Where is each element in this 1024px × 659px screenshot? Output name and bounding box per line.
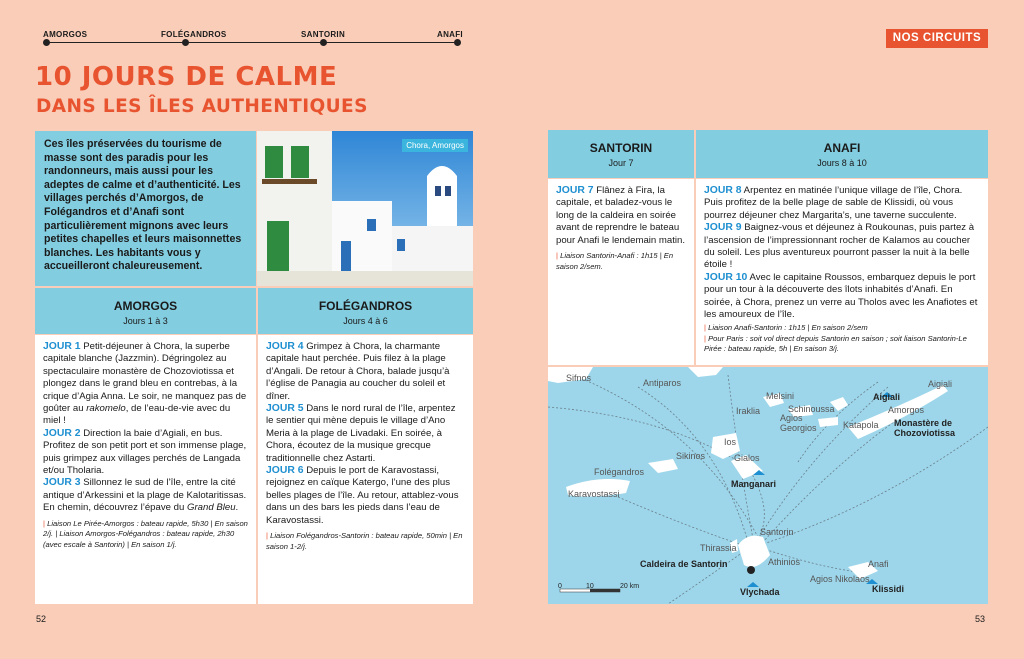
photo-illustration (257, 131, 473, 286)
day-10-label: JOUR 10 (704, 271, 748, 283)
anafi-transport-note-1: | Liaison Anafi-Santorin : 1h15 | En saison 2/sem (704, 323, 868, 333)
day-4-text (266, 341, 465, 403)
day-5-body: Dans le nord rural de l’île, arpentez le sentier qui mène depuis le village d’Ano Meria à la plage de Livadaki. En soirée, à Chora, écoutez de la musique grecque traditionnelle chez Astarti. (266, 403, 456, 464)
day-6-body: Depuis le port de Karavostassi, rejoignez en caïque Katergo, l’une des plus belles plages de l’île. Au retour, attablez-vous dans un des bars les pieds dans l’eau de Karavostassi. (266, 465, 459, 526)
day-9-label: JOUR 9 (704, 222, 742, 234)
day-9-body: Baignez-vous et déjeunez à Roukounas, puis partez à l’ascension de l’impressionnant rocher de Kalamos au coucher du soleil. Les plus aventureux pourront passer la nuit à la belle étoile ! (704, 222, 975, 271)
route-timeline (43, 30, 461, 50)
day-3-em: Grand Bleu (187, 502, 236, 514)
anafi-header (696, 130, 988, 178)
timeline-stop-amorgos: AMORGOS (43, 30, 88, 39)
cyclades-map (548, 367, 988, 604)
amorgos-note-text: Liaison Le Pirée-Amorgos : bateau rapide, 5h30 | En saison 2/j. | Liaison Amorgos-Folégandros : bateau rapide, 2h30 (avec escale à Santorin) | En saison 1/j. (43, 518, 248, 549)
map-label-karavostassi: Karavostassi (568, 489, 620, 499)
day-8-label: JOUR 8 (704, 185, 742, 196)
anafi-title: ANAFI (823, 141, 861, 155)
folegandros-title: FOLÉGANDROS (318, 299, 413, 313)
amorgos-header (35, 288, 256, 334)
santorin-transport-note: | Liaison Santorin-Anafi : 1h15 | En saison 2/sem. (556, 251, 674, 271)
day-3-label: JOUR 3 (43, 477, 81, 489)
santorin-title: SANTORIN (589, 141, 653, 155)
day-1-label: JOUR 1 (43, 341, 81, 352)
map-label-thirassia: Thirassia (700, 543, 737, 553)
timeline-dot (182, 39, 189, 46)
day-2-text (43, 428, 248, 478)
folegandros-header (258, 288, 473, 334)
day-3-text (43, 477, 248, 514)
intro-text: Ces îles préservées du tourisme de masse sont des paradis pour les randonneurs, mais aussi pour les adeptes de calme et d’authenticité. Les villages perchés d’Amorgos, de Folégandros et d’Anafi sont particulièrement mignons avec leurs petites chapelles et leurs maisonnettes blanches. Les habitants vous y accueilleront chaleureusement. (44, 138, 242, 273)
day-10-body: Avec le capitaine Roussos, embarquez depuis le port pour un tour à la découverte des îlots inhabités d’Anafi. En soirée, à Chora, prenez un verre au Tholos avec les Anafiotes et les amoureux de l’île. (704, 271, 978, 321)
map-label-sifnos: Sifnos (566, 373, 592, 383)
anafi-days: Jours 8 à 10 (817, 158, 867, 168)
map-label-monastery-line1: Monastère de (894, 418, 953, 428)
santorin-header (548, 130, 694, 178)
map-label-amorgos: Amorgos (888, 405, 925, 415)
santorin-column (548, 179, 694, 365)
map-label-caldeira: Caldeira de Santorin (640, 559, 728, 569)
timeline-line (47, 42, 457, 43)
map-label-ios: Ios (724, 437, 737, 447)
day-1-body: Petit-déjeuner à Chora, la superbe capitale blanche (Jazzmin). Dégringolez au spectaculaire monastère de Chozoviotissa et plongez dans le grand bleu en contrebas, à la crique d’Agia Anna. Le soir, ne manquez pas de goûter au (43, 341, 247, 415)
folegandros-column (258, 335, 473, 604)
photo-chora-amorgos (257, 131, 473, 286)
map-label-georgios: Georgios (780, 423, 817, 433)
page-number-right: 53 (975, 614, 986, 624)
scale-label-20: 20 km (620, 583, 640, 590)
amorgos-column (35, 335, 256, 604)
map-label-agios-nikolaos: Agios Nikolaos (810, 574, 870, 584)
day-8-text (704, 185, 980, 222)
day-1-em: rakomelo (86, 403, 126, 415)
day-2-body: Direction la baie d’Agiali, en bus. Profitez de son petit port et son immense plage, puis grimpez aux villages perchés de Langada et/ou Tholaria. (43, 427, 247, 477)
anafi-column (696, 179, 988, 365)
day-4-label: JOUR 4 (266, 341, 304, 352)
folegandros-note-text: Liaison Folégandros-Santorin : bateau rapide, 50min | En saison 1-2/j. (266, 531, 463, 551)
timeline-dot (320, 39, 327, 46)
timeline-dot (454, 39, 461, 46)
folegandros-transport-note: | Liaison Folégandros-Santorin : bateau rapide, 50min | En saison 1-2/j. (266, 531, 463, 551)
map-label-athinios: Athinios (768, 557, 801, 567)
day-3-end: . (235, 502, 239, 514)
map-label-vlychada: Vlychada (740, 587, 780, 597)
section-badge: NOS CIRCUITS (886, 29, 988, 48)
timeline-stop-folegandros: FOLÉGANDROS (161, 30, 227, 39)
timeline-stop-santorin: SANTORIN (301, 30, 346, 39)
map-label-monastery-line2: Chozoviotissa (894, 428, 956, 438)
map-label-manganari: Manganari (731, 479, 777, 489)
map-label-iraklia: Iraklia (736, 406, 761, 416)
scale-label-0: 0 (558, 583, 562, 590)
intro-box (35, 131, 256, 286)
scale-label-10: 10 (586, 583, 594, 590)
map-label-santorin: Santorin (760, 527, 794, 537)
map-label-klissidi: Klissidi (872, 584, 905, 594)
day-2-label: JOUR 2 (43, 427, 81, 439)
day-1-text (43, 341, 248, 428)
timeline-dot (43, 39, 50, 46)
map-label-agios: Agios (780, 413, 803, 423)
santorin-note-text: Liaison Santorin-Anafi : 1h15 | En saison 2/sem. (556, 251, 674, 271)
day-6-label: JOUR 6 (266, 465, 304, 477)
amorgos-title: AMORGOS (113, 299, 178, 313)
anafi-note-2-text: Pour Paris : soit vol direct depuis Santorin en saison ; soit liaison Santorin-Le Pirée : bateau rapide, 5h | En saison 3/j. (704, 333, 967, 354)
photo-caption: Chora, Amorgos (402, 139, 468, 152)
airport-icon (747, 566, 755, 574)
day-5-text (266, 403, 465, 465)
map-label-meisini: Melsini (766, 391, 795, 401)
day-5-label: JOUR 5 (266, 403, 304, 415)
anafi-note-1-text: Liaison Anafi-Santorin : 1h15 | En saison 2/sem (708, 323, 868, 333)
map-label-anafi: Anafi (868, 559, 889, 569)
day-3-body: Sillonnez le sud de l’île, entre la cité antique d’Arkessini et la plage de Kalotaritissas. En chemin, découvrez l’épave du (43, 477, 247, 514)
day-6-text (266, 465, 465, 527)
timeline-stop-anafi: ANAFI (437, 30, 463, 39)
anafi-transport-note-2: | Pour Paris : soit vol direct depuis Santorin en saison ; soit liaison Santorin-Le Pirée : bateau rapide, 5h | En saison 3/j. (704, 333, 967, 354)
map-label-gialos: Gialos (734, 453, 760, 463)
day-7-text (556, 185, 686, 247)
day-4-body: Grimpez à Chora, la charmante capitale haut perchée. Puis filez à la plage d’Angali. De retour à Chora, balade jusqu’à l’église de Panagia au coucher du soleil et dîner. (266, 341, 450, 402)
page-title: 10 JOURS DE CALME (35, 62, 338, 92)
day-8-body: Arpentez en matinée l’unique village de l’île, Chora. Puis profitez de la belle plage de sable de Klissidi, où vous pourrez déjeuner chez Margarita’s, une taverne succulente. (704, 185, 963, 221)
page-subtitle: DANS LES ÎLES AUTHENTIQUES (36, 96, 368, 117)
day-7-label: JOUR 7 (556, 185, 594, 196)
folegandros-days: Jours 4 à 6 (343, 316, 388, 326)
map-label-aigiali-beach: Aigiali (873, 392, 901, 402)
map-label-aigiali: Aigiali (928, 379, 953, 389)
map-label-antiparos: Antiparos (643, 378, 682, 388)
day-7-body: Flânez à Fira, la capitale, et baladez-vous le long de la caldeira en soirée avant de reprendre le bateau pour Anafi le lendemain matin. (556, 185, 686, 246)
amorgos-transport-note: | Liaison Le Pirée-Amorgos : bateau rapide, 5h30 | En saison 2/j. | Liaison Amorgos-Folégandros : bateau rapide, 2h30 (avec escale à Santorin) | En saison 1/j. (43, 518, 248, 549)
day-1-end: , de l’eau-de-vie avec du miel ! (43, 403, 231, 427)
day-10-text (704, 272, 980, 322)
map-label-katapola: Katapola (843, 420, 879, 430)
map-label-schinoussa: Schinoussa (788, 404, 835, 414)
amorgos-days: Jours 1 à 3 (123, 316, 168, 326)
map-label-sikinos: Sikinos (676, 451, 706, 461)
map-label-folegandros: Folégandros (594, 467, 645, 477)
day-9-text (704, 222, 980, 272)
santorin-days: Jour 7 (608, 158, 634, 168)
page-number-left: 52 (36, 614, 47, 624)
